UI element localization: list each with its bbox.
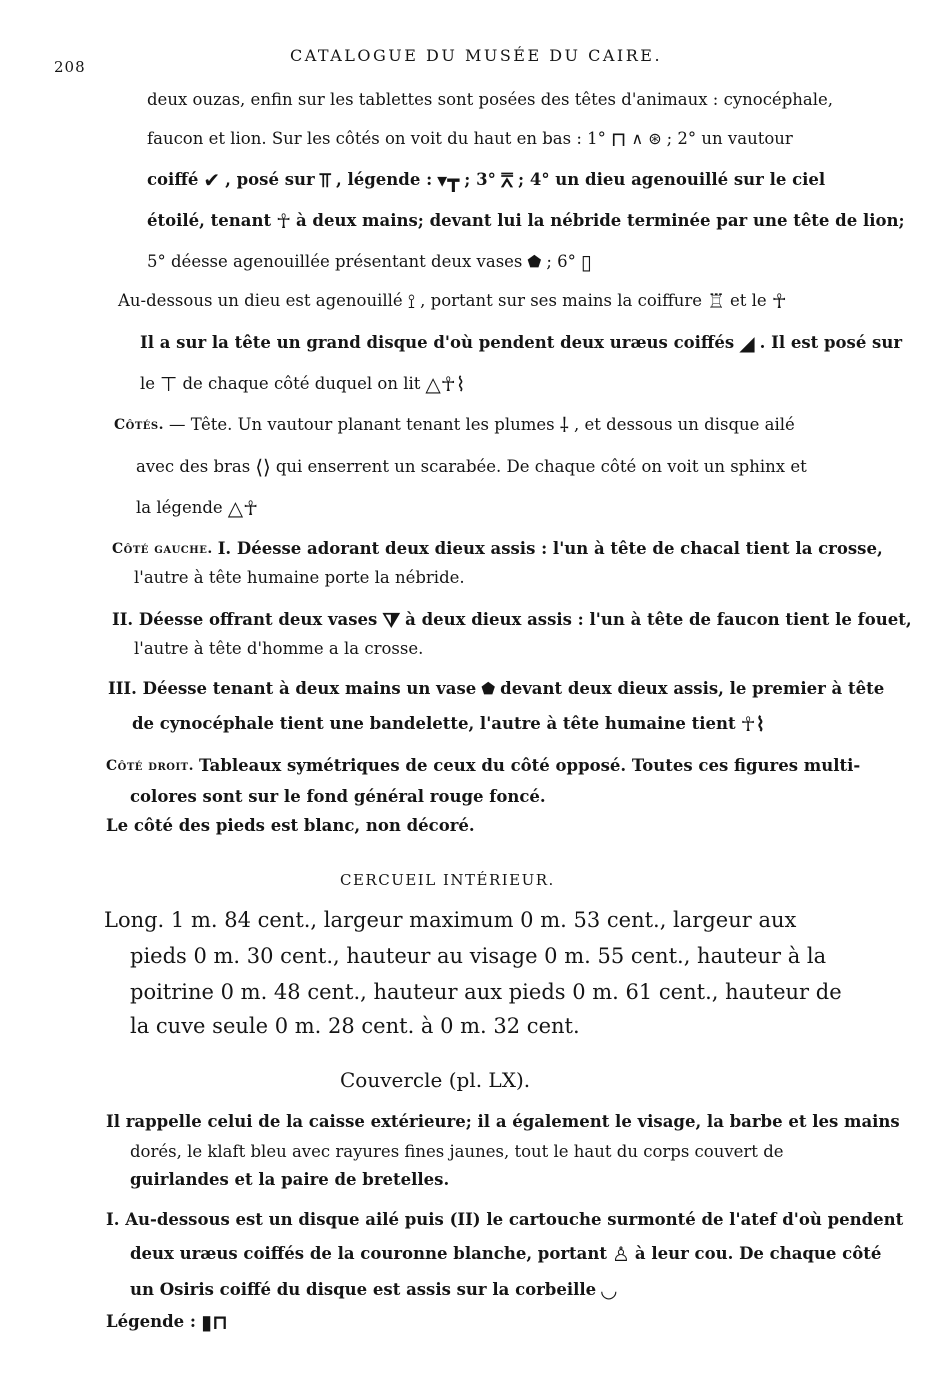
text-line: deux uræus coiffés de la couronne blanche, portant ♙ à leur cou. De chaque côté [130, 1242, 882, 1266]
kneeling-god-icon: ⟟ [407, 289, 416, 313]
text-line: faucon et lion. Sur les côtés on voit du haut en bas : 1° ⊓ ∧ ⊛ ; 2° un vautour [147, 127, 793, 151]
text-line: deux ouzas, enfin sur les tablettes sont posées des têtes d'animaux : cynocéphale, [147, 90, 834, 109]
text-line: III. Déesse tenant à deux mains un vase ⬟ devant deux dieux assis, le premier à tête [108, 679, 885, 698]
crown-icon: ♖ [707, 289, 726, 313]
ankh-icon: ☥⌇ [740, 712, 766, 736]
text-line: colores sont sur le fond général rouge foncé. [130, 787, 546, 806]
vase-icon: ⬟ [527, 252, 542, 271]
text-line: l'autre à tête humaine porte la nébride. [134, 568, 465, 587]
hieroglyph-icon: ⊓ [610, 127, 627, 151]
basket-icon: ◡ [601, 1278, 617, 1302]
text-line: de cynocéphale tient une bandelette, l'autre à tête humaine tient ☥⌇ [132, 712, 766, 736]
text-line: Il a sur la tête un grand disque d'où pendent deux uræus coiffés ◢ . Il est posé sur [140, 331, 903, 355]
text-line: Au-dessous un dieu est agenouillé ⟟ , portant sur ses mains la coiffure ♖ et le ☥ [118, 289, 787, 313]
section-heading: CERCUEIL INTÉRIEUR. [340, 871, 555, 889]
hieroglyph-icon: ∧ [631, 129, 644, 148]
vulture-icon: ✔ [203, 168, 221, 192]
text-line: l'autre à tête d'homme a la crosse. [134, 639, 424, 658]
text-line: Côté droit. Tableaux symétriques de ceux du côté opposé. Toutes ces figures multi- [106, 756, 861, 775]
page-number: 208 [54, 58, 86, 76]
arms-icon: ⟨⟩ [255, 455, 271, 479]
amulet-icon: ♙ [611, 1242, 630, 1266]
text-line: Légende : ▮⊓ [106, 1310, 228, 1334]
text-line: 5° déesse agenouillée présentant deux vases ⬟ ; 6° ▯ [147, 250, 592, 274]
text-line: guirlandes et la paire de bretelles. [130, 1170, 450, 1189]
hieroglyph-icon: ⩞ [500, 168, 513, 192]
vase-icon: ⧩ [382, 608, 401, 632]
ankh-icon: ☥ [276, 209, 291, 233]
text-line: avec des bras ⟨⟩ qui enserrent un scarabée. De chaque côté on voit un sphinx et [136, 455, 807, 479]
text-line: pieds 0 m. 30 cent., hauteur au visage 0 m. 55 cent., hauteur à la [130, 944, 827, 968]
ankh-icon: ☥ [771, 289, 787, 313]
text-line: I. Au-dessous est un disque ailé puis (II) le cartouche surmonté de l'atef d'où pendent [106, 1210, 904, 1229]
hieroglyph-icon: ▾┳ [437, 168, 460, 192]
running-head: CATALOGUE DU MUSÉE DU CAIRE. [290, 46, 663, 65]
hieroglyph-icon: ▯ [580, 250, 592, 274]
uraeus-icon: ◢ [739, 331, 755, 355]
section-heading: Couvercle (pl. LX). [340, 1068, 531, 1092]
text-line: le ⊤ de chaque côté duquel on lit △☥⌇ [140, 372, 466, 396]
text-line: poitrine 0 m. 48 cent., hauteur aux pieds 0 m. 61 cent., hauteur de [130, 980, 842, 1004]
text-line: Il rappelle celui de la caisse extérieure; il a également le visage, la barbe et les mains [106, 1112, 900, 1131]
text-line: Côtés. — Tête. Un vautour planant tenant les plumes ⸸ , et dessous un disque ailé [114, 413, 795, 437]
hieroglyph-icon: ⊛ [648, 129, 662, 148]
hieroglyph-icon: △☥ [227, 496, 258, 520]
text-line: II. Déesse offrant deux vases ⧩ à deux dieux assis : l'un à tête de faucon tient le fouet, [112, 608, 912, 632]
text-line: étoilé, tenant ☥ à deux mains; devant lui la nébride terminée par une tête de lion; [147, 209, 905, 233]
text-line: un Osiris coiffé du disque est assis sur la corbeille ◡ [130, 1278, 617, 1302]
vase-icon: ⬟ [481, 679, 496, 698]
standard-icon: ⫪ [319, 168, 331, 192]
text-line: Long. 1 m. 84 cent., largeur maximum 0 m. 53 cent., largeur aux [104, 908, 797, 932]
text-line: dorés, le klaft bleu avec rayures fines jaunes, tout le haut du corps couvert de [130, 1142, 784, 1161]
hieroglyph-icon: △☥⌇ [425, 372, 466, 396]
text-line: Le côté des pieds est blanc, non décoré. [106, 816, 475, 835]
text-line: la légende △☥ [136, 496, 258, 520]
hieroglyph-icon: ⊤ [160, 372, 178, 396]
feather-icon: ⸸ [559, 413, 569, 437]
text-line: la cuve seule 0 m. 28 cent. à 0 m. 32 cent. [130, 1014, 580, 1038]
text-line: Côté gauche. I. Déesse adorant deux dieux assis : l'un à tête de chacal tient la crosse, [112, 539, 883, 558]
text-line: coiffé ✔ , posé sur ⫪ , légende : ▾┳ ; 3° ⩞ ; 4° un dieu agenouillé sur le ciel [147, 168, 826, 192]
hieroglyph-icon: ▮⊓ [201, 1310, 228, 1334]
